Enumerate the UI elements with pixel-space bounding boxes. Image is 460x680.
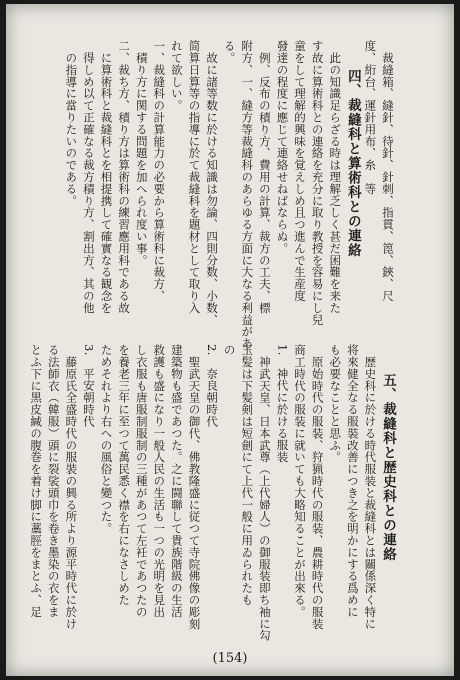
text-line: 聖武天皇の御代、佛教隆盛に従つて寺院佛像の彫刻 [187,344,202,630]
section-heading: 五、裁縫科と歴史科との連絡 [380,344,396,562]
text-line: る法師衣（韓服）頭に裂裟頭巾を卷き墨染の衣をま [46,344,61,618]
text-line: る。 [222,40,237,64]
text-line: 二、裁ち方、積り方は算術科の練習應用科である故 [117,40,132,314]
text-line: 救護も盛になり一般人民の生活も一つの光明を見出 [152,344,167,618]
text-line: 建築物も盛であつた。之に闘聯して貴族階級の生活 [169,344,184,618]
page-number: (154) [212,651,248,666]
text-line: 3. 平安朝時代 [81,344,96,428]
section-upper-text [36,40,396,350]
text-line: 将來健全なる服裝改善につき之を明かにする爲めに [345,344,360,618]
text-line: も必要なことと思ふ。 [328,344,343,463]
section-heading: 四、裁縫科と算術科との連絡 [344,40,361,258]
text-line: 原始時代の服装、狩猟時代の服装、農耕時代の服装 [310,344,325,630]
text-line: 附方、一、縫方等裁縫科のあらゆる方面に大なる利益があ [240,40,255,350]
text-line: の指導に當りたいのである。 [64,40,79,207]
text-line: の [222,344,237,356]
text-line: 藤原氏全盛時代の服裝の興る所より源平時代に於け [64,344,79,630]
text-line: 1. 神代に於ける服装 [275,344,290,463]
text-line: 歴史科に於ける時代服装と裁縫科とは關係深く特に [363,344,378,630]
book-page [6,4,454,676]
text-line: 例、反布の積り方、費用の計算、裁方の工夫、標 [257,40,272,314]
text-line: 简算日算等の指導に於て裁縫科を題材として取り入 [187,40,202,314]
text-line: れて欲しい。 [169,40,184,112]
text-line: ためそれより右への風俗と變つた。 [99,344,114,535]
text-line: とふ下に黒皮緘の腹巻を着け脚に藁脛をまとふ、足 [29,344,44,618]
text-line: し衣服も唐服制服制の三種があつて左衽であつたの [134,344,149,618]
text-line: 玉髪は下髪剣は短劍にて上代一般に用ゐられたも [240,344,255,606]
text-line: 積り方に関する問題を加へられ度い事。 [134,40,149,267]
text-line: 得しめ以て正確なる裁方積り方、割出方、其の他 [81,40,96,314]
text-line: を養老三年に至つて萬民悉く襟を右になさしめた [117,344,132,606]
text-line: 一、裁縫科の計算能力の必要から算術科に裁方、 [152,40,167,302]
section-lower-text [29,344,396,642]
text-line: 此の知識足らざる時は理解乏しく甚だ困難を来た [328,40,343,314]
text-line: 發達の程度に應じて連絡せねばならぬ。 [275,40,290,255]
text-line: 度、絎台、運針用布、糸 等 [363,40,378,195]
text-line: 商工時代の服装に就いても大略知ることが出來る。 [293,344,308,618]
text-line: 故に諸等数に於ける知識は勿論、四則分数、小数、 [205,40,220,326]
text-line: す故に算術科との連絡を充分に取り教授を容易にし兒 [310,40,325,326]
text-line: 裁縫箱、縫針、待針、針刺、指貫、箆、鋏、尺 [381,40,395,302]
text-line: に算術科と裁縫科とを相提携して確實なる観念を [99,40,114,314]
text-line: 童をして理解的興味を覚えしめ且つ進んで生産度 [293,40,308,302]
text-line: 神武天皇、日本武尊（上代婦人）の御服装即ち袖に勾 [257,344,272,642]
text-line: 2. 奈良朝時代 [205,344,220,428]
